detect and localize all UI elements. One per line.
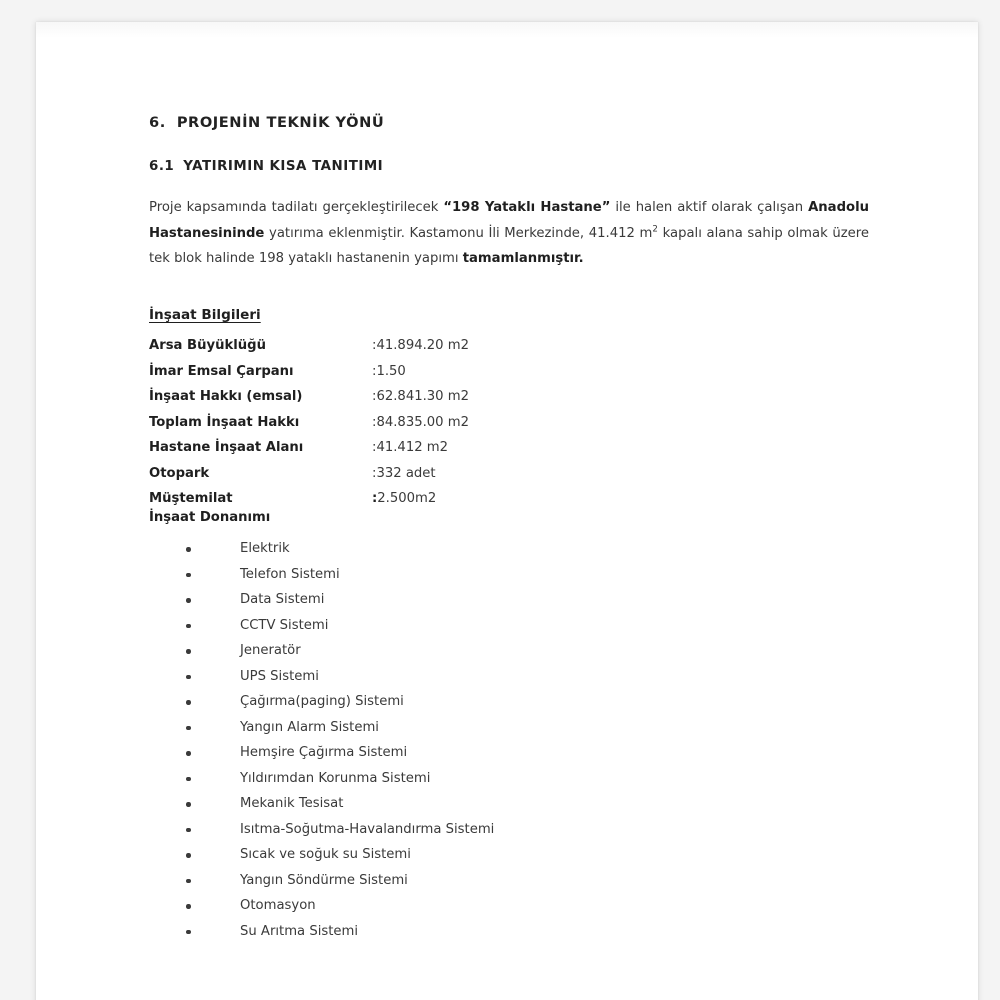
spec-value-text: 2.500m2 <box>377 491 437 506</box>
spec-label: Müştemilat <box>149 491 233 506</box>
subsection-heading <box>149 159 383 174</box>
spec-value <box>372 333 649 359</box>
table-row <box>149 333 649 359</box>
table-row <box>149 359 649 385</box>
spec-label: Arsa Büyüklüğü <box>149 338 266 353</box>
list-item <box>186 893 494 919</box>
spec-colon: : <box>372 363 377 379</box>
construction-info-title: İnşaat Bilgileri <box>149 307 261 323</box>
table-row <box>149 435 649 461</box>
table-row <box>149 486 649 512</box>
list-item-label: Otomasyon <box>240 898 316 913</box>
table-row <box>149 410 649 436</box>
list-item-label: UPS Sistemi <box>240 668 319 684</box>
spec-value <box>372 384 649 410</box>
list-item <box>186 919 494 945</box>
spec-label: Toplam İnşaat Hakkı <box>149 414 300 430</box>
construction-specs-body <box>149 333 649 512</box>
spec-colon: : <box>372 389 377 404</box>
list-item <box>186 817 494 843</box>
list-item <box>186 766 494 792</box>
list-item-label: CCTV Sistemi <box>240 617 329 633</box>
paragraph-quoted-bold: “198 Yataklı Hastane” <box>443 200 611 215</box>
list-item-label: Su Arıtma Sistemi <box>240 923 359 939</box>
spec-value-text: 41.894.20 m2 <box>376 338 469 353</box>
table-row <box>149 384 649 410</box>
list-item <box>186 791 494 817</box>
section-heading <box>149 114 384 131</box>
spec-label: Hastane İnşaat Alanı <box>149 440 304 455</box>
list-item <box>186 638 494 664</box>
list-item-label: Yangın Söndürme Sistemi <box>240 872 408 888</box>
spec-value <box>372 461 649 487</box>
paragraph-segment-4: kapalı alana sahip olmak üzere tek blok halinde 198 yataklı hastanenin yapımı <box>149 225 869 266</box>
document-page <box>36 22 978 1000</box>
paragraph-bold-completed: tamamlanmıştır. <box>462 251 584 266</box>
list-item-label: Yangın Alarm Sistemi <box>240 719 379 735</box>
spec-label: İnşaat Hakkı (emsal) <box>149 389 303 404</box>
list-item <box>186 842 494 868</box>
list-item <box>186 587 494 613</box>
spec-colon: : <box>372 338 377 353</box>
section-heading-text: PROJENİN TEKNİK YÖNÜ <box>176 114 385 131</box>
spec-value-text: 332 adet <box>376 465 436 481</box>
paragraph-segment-3: yatırıma eklenmiştir. Kastamonu İli Merkezinde, 41.412 m <box>264 225 653 241</box>
spec-colon: : <box>372 465 377 481</box>
list-item-label: Sıcak ve soğuk su Sistemi <box>240 847 411 862</box>
list-item <box>186 536 494 562</box>
table-row <box>149 461 649 487</box>
spec-label: Otopark <box>149 465 210 481</box>
spec-value <box>372 359 649 385</box>
spec-colon: : <box>372 414 377 430</box>
paragraph-superscript: 2 <box>652 224 658 235</box>
list-item-label: Jeneratör <box>240 643 301 658</box>
list-item <box>186 740 494 766</box>
spec-value-text: 62.841.30 m2 <box>376 389 469 404</box>
list-item-label: Çağırma(paging) Sistemi <box>240 694 404 709</box>
spec-value-text: 41.412 m2 <box>376 440 449 455</box>
list-item-label: Data Sistemi <box>240 592 325 607</box>
list-item <box>186 562 494 588</box>
list-item-label: Elektrik <box>240 541 290 556</box>
list-item <box>186 868 494 894</box>
subsection-heading-number: 6.1 <box>149 159 175 174</box>
subsection-heading-text: YATIRIMIN KISA TANITIMI <box>183 159 384 174</box>
list-item <box>186 689 494 715</box>
paragraph-bold-hospital-name: Anadolu Hastanesininde <box>149 200 869 241</box>
equipment-list <box>186 536 494 944</box>
page-top-edge <box>36 22 978 38</box>
spec-colon: : <box>372 491 378 506</box>
list-item-label: Telefon Sistemi <box>240 566 340 582</box>
list-item <box>186 664 494 690</box>
spec-value-text: 1.50 <box>376 363 406 379</box>
spec-value-text: 84.835.00 m2 <box>376 414 469 430</box>
list-item-label: Yıldırımdan Korunma Sistemi <box>240 770 431 786</box>
intro-paragraph <box>149 195 869 272</box>
list-item-label: Isıtma-Soğutma-Havalandırma Sistemi <box>240 821 495 837</box>
list-item-label: Mekanik Tesisat <box>240 796 344 811</box>
section-heading-number: 6. <box>149 114 166 131</box>
spec-label: İmar Emsal Çarpanı <box>149 363 294 379</box>
spec-value <box>372 486 649 512</box>
paragraph-segment-2: ile halen aktif olarak çalışan <box>610 200 809 215</box>
spec-value <box>372 435 649 461</box>
list-item <box>186 715 494 741</box>
paragraph-segment-1: Proje kapsamında tadilatı gerçekleştirilecek <box>149 200 444 215</box>
list-item-label: Hemşire Çağırma Sistemi <box>240 745 408 760</box>
spec-colon: : <box>372 440 377 455</box>
spec-value <box>372 410 649 436</box>
equipment-title: İnşaat Donanımı <box>149 510 271 525</box>
construction-specs-table <box>149 333 649 512</box>
list-item <box>186 613 494 639</box>
